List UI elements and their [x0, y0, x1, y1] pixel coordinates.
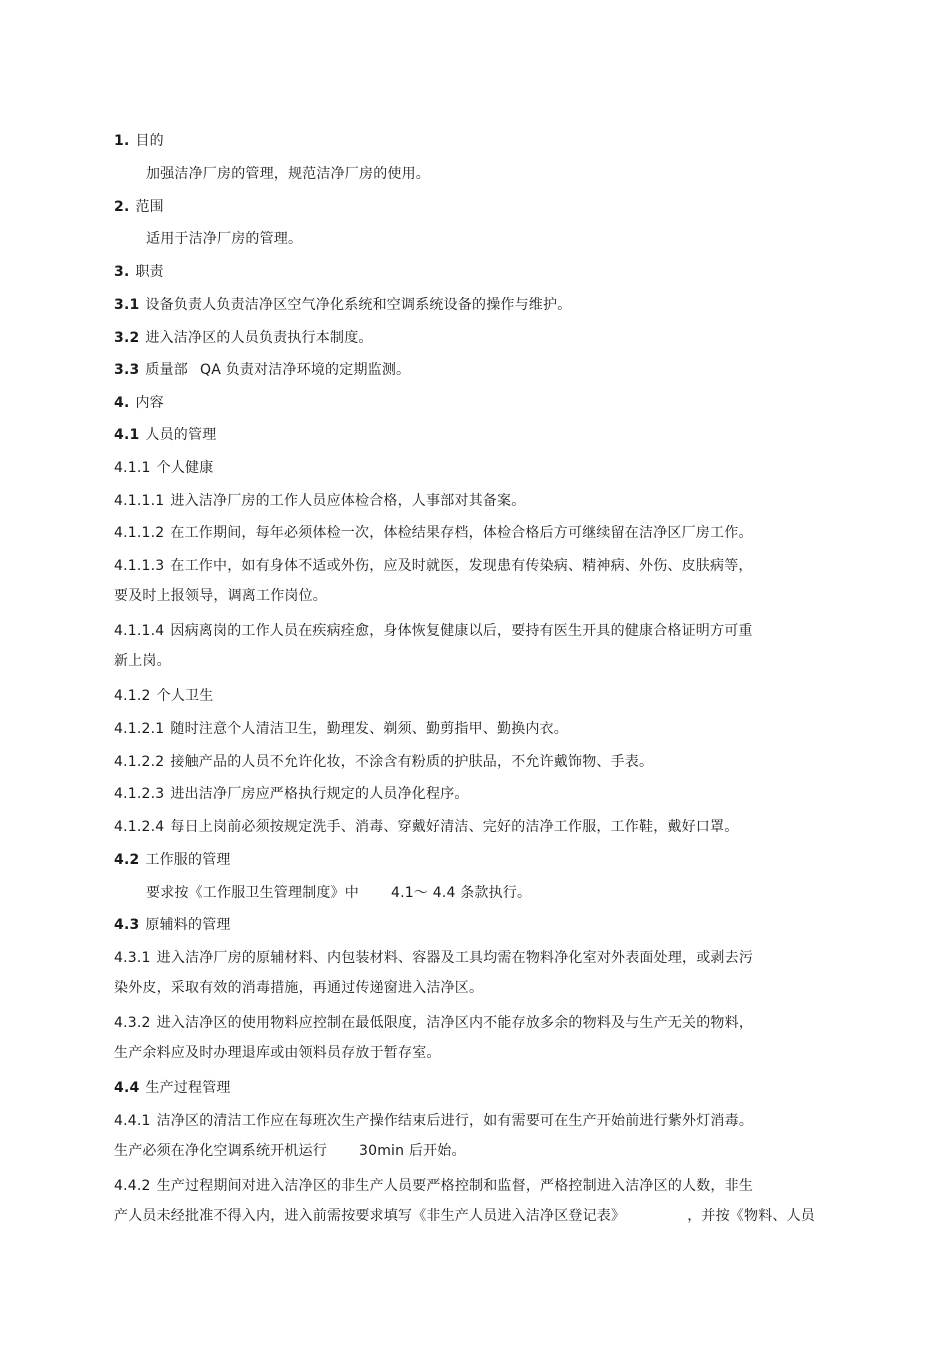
section-1-heading [114, 131, 164, 151]
clause-4-1-1-4-continued: 新上岗。 [114, 653, 171, 669]
clause-4-3-2 [114, 1013, 753, 1033]
clause-number: 3.2 [114, 330, 140, 346]
clause-text: 随时注意个人清洁卫生，勤理发、剃须、勤剪指甲、勤换内衣。 [170, 721, 568, 737]
clause-3-3 [114, 360, 410, 380]
clause-number: 4.3.1 [114, 950, 151, 966]
section-title: 目的 [135, 133, 164, 149]
section-number: 4.1.2 [114, 688, 151, 704]
clause-4-1-2-1 [114, 719, 568, 739]
clause-text: 进入洁净区的人员负责执行本制度。 [145, 330, 373, 346]
clause-4-1-2-2 [114, 752, 653, 772]
clause-4-3-1-continued: 染外皮，采取有效的消毒措施，再通过传递窗进入洁净区。 [114, 980, 484, 996]
section-3-heading [114, 262, 164, 282]
clause-text: 4.1～ 4.4 条款执行。 [391, 885, 532, 901]
clause-4-3-1 [114, 948, 753, 968]
subsection-4-1-1-heading [114, 458, 213, 478]
subsection-4-3-heading [114, 915, 231, 935]
clause-text: QA 负责对洁净环境的定期监测。 [200, 362, 411, 378]
section-1-text: 加强洁净厂房的管理，规范洁净厂房的使用。 [146, 166, 430, 182]
clause-text: 质量部 [145, 362, 189, 378]
clause-4-1-1-3 [114, 556, 753, 576]
clause-number: 4.4.1 [114, 1113, 151, 1129]
clause-number: 4.1.2.4 [114, 819, 165, 835]
section-title: 工作服的管理 [145, 852, 231, 868]
clause-text: 设备负责人负责洁净区空气净化系统和空调系统设备的操作与维护。 [145, 297, 572, 313]
clause-4-4-1 [114, 1111, 753, 1131]
section-number: 4.4 [114, 1080, 140, 1096]
section-number: 4. [114, 395, 130, 411]
clause-text: 产人员未经批准不得入内，进入前需按要求填写《非生产人员进入洁净区登记表》 [114, 1208, 626, 1224]
clause-4-4-2 [114, 1176, 753, 1196]
clause-text: 在工作期间，每年必须体检一次，体检结果存档，体检合格后方可继续留在洁净区厂房工作。 [170, 525, 753, 541]
clause-4-3-2-continued: 生产余料应及时办理退库或由领料员存放于暂存室。 [114, 1045, 441, 1061]
subsection-4-1-heading [114, 425, 216, 445]
section-number: 4.1.1 [114, 460, 151, 476]
clause-number: 4.1.1.3 [114, 558, 165, 574]
clause-4-1-1-3-continued: 要及时上报领导，调离工作岗位。 [114, 588, 327, 604]
clause-text: 30min 后开始。 [359, 1143, 466, 1159]
clause-text: 在工作中，如有身体不适或外伤，应及时就医，发现患有传染病、精神病、外伤、皮肤病等， [170, 558, 753, 574]
section-title: 生产过程管理 [145, 1080, 231, 1096]
clause-text: 每日上岗前必须按规定洗手、消毒、穿戴好清洁、完好的洁净工作服，工作鞋，戴好口罩。 [170, 819, 739, 835]
clause-4-1-1-4 [114, 621, 753, 641]
clause-text: 进入洁净区的使用物料应控制在最低限度，洁净区内不能存放多余的物料及与生产无关的物料， [156, 1015, 754, 1031]
clause-3-1 [114, 295, 571, 315]
clause-number: 4.3.2 [114, 1015, 151, 1031]
clause-4-1-1-2 [114, 523, 753, 543]
section-number: 2. [114, 199, 130, 215]
clause-number: 4.1.1.1 [114, 493, 165, 509]
subsection-4-1-2-heading [114, 686, 213, 706]
clause-number: 4.1.2.2 [114, 754, 165, 770]
clause-text: 进入洁净厂房的原辅材料、内包装材料、容器及工具均需在物料净化室对外表面处理，或剥去污 [156, 950, 754, 966]
clause-number: 4.1.1.2 [114, 525, 165, 541]
clause-number: 3.3 [114, 362, 140, 378]
section-title: 原辅料的管理 [145, 917, 231, 933]
subsection-4-4-heading [114, 1078, 231, 1098]
clause-number: 4.1.1.4 [114, 623, 165, 639]
section-number: 1. [114, 133, 130, 149]
clause-text: 因病离岗的工作人员在疾病痊愈，身体恢复健康以后，要持有医生开具的健康合格证明方可重 [170, 623, 753, 639]
clause-number: 4.1.2.1 [114, 721, 165, 737]
section-title: 范围 [135, 199, 164, 215]
clause-number: 3.1 [114, 297, 140, 313]
clause-4-1-2-3 [114, 784, 469, 804]
clause-text: ，并按《物料、人员 [687, 1208, 816, 1224]
section-title: 内容 [135, 395, 164, 411]
clause-text: 生产过程期间对进入洁净区的非生产人员要严格控制和监督，严格控制进入洁净区的人数，非生 [156, 1178, 754, 1194]
section-2-heading [114, 197, 164, 217]
section-title: 人员的管理 [145, 427, 217, 443]
clause-4-4-2-continued [114, 1206, 815, 1226]
subsection-4-2-heading [114, 850, 231, 870]
clause-number: 4.4.2 [114, 1178, 151, 1194]
section-title: 个人卫生 [156, 688, 214, 704]
section-number: 4.3 [114, 917, 140, 933]
clause-number: 4.1.2.3 [114, 786, 165, 802]
clause-4-1-1-1 [114, 491, 525, 511]
section-title: 个人健康 [156, 460, 214, 476]
section-title: 职责 [135, 264, 164, 280]
section-2-text: 适用于洁净厂房的管理。 [146, 231, 303, 247]
section-4-heading [114, 393, 164, 413]
clause-4-1-2-4 [114, 817, 738, 837]
section-number: 4.1 [114, 427, 140, 443]
section-number: 4.2 [114, 852, 140, 868]
clause-text: 进入洁净厂房的工作人员应体检合格，人事部对其备案。 [170, 493, 526, 509]
clause-text: 进出洁净厂房应严格执行规定的人员净化程序。 [170, 786, 469, 802]
section-number: 3. [114, 264, 130, 280]
clause-text: 接触产品的人员不允许化妆，不涂含有粉质的护肤品，不允许戴饰物、手表。 [170, 754, 654, 770]
clause-text: 洁净区的清洁工作应在每班次生产操作结束后进行，如有需要可在生产开始前进行紫外灯消毒。 [156, 1113, 754, 1129]
clause-3-2 [114, 328, 373, 348]
clause-text: 要求按《工作服卫生管理制度》中 [146, 885, 359, 901]
section-4-2-text [146, 883, 531, 903]
clause-4-4-1-continued [114, 1141, 466, 1161]
clause-text: 生产必须在净化空调系统开机运行 [114, 1143, 327, 1159]
